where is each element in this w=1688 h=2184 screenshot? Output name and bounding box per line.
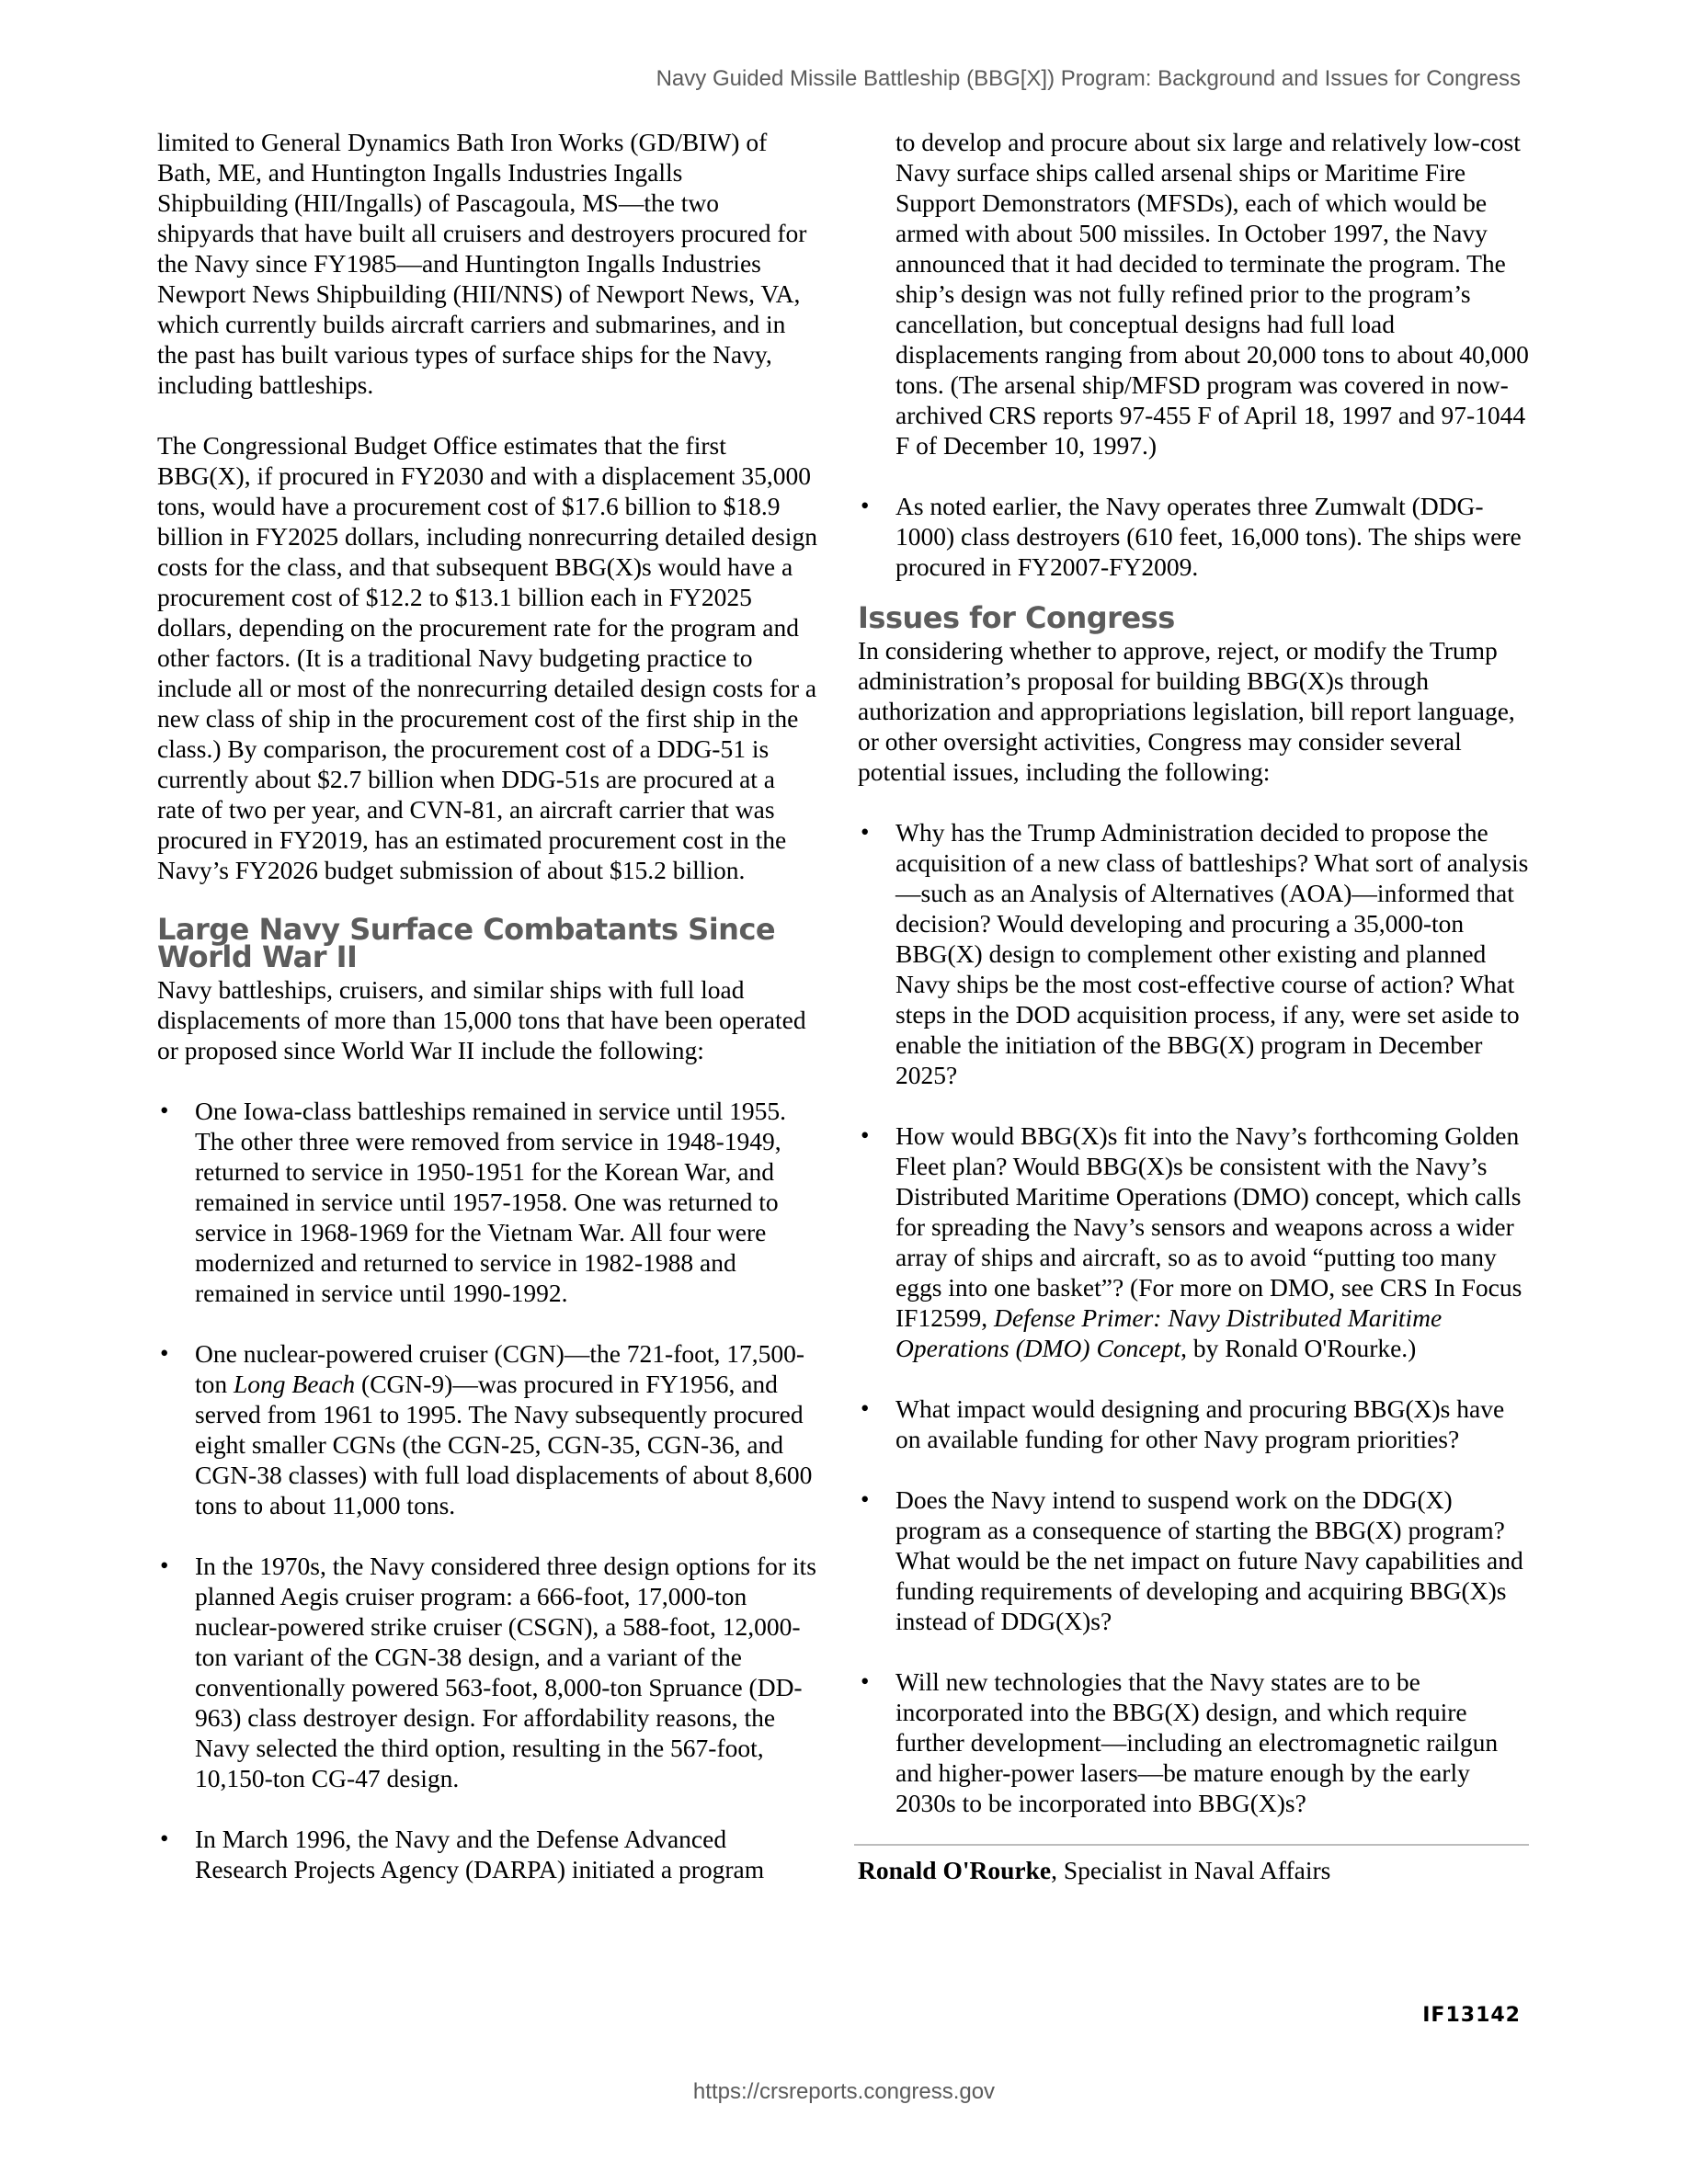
list-item [858,1484,1529,1636]
list-item-text: In the 1970s, the Navy considered three design options for its planned Aegis cruiser program: a 666-foot, 17,000-ton nuclear-powered strike cruiser (CSGN), a 588-foot, 12,000-ton variant of the CGN-38 design, and a variant of the conventionally powered 563-foot, 8,000-ton Spruance (DD-963) class destroyer design. For affordability reasons, the Navy selected the third option, resulting in the 567-foot, 10,150-ton CG-47 design. [195,1552,816,1792]
author-title: , Specialist in Naval Affairs [1051,1856,1331,1884]
author-divider [854,1844,1529,1846]
list-item-text: One nuclear-powered cruiser (CGN)—the 721-foot, 17,500-ton [195,1339,805,1398]
footer-url-link[interactable]: https://crsreports.congress.gov [692,2079,996,2104]
right-column [858,127,1529,1885]
zumwalt-list [858,491,1529,582]
issues-list [858,817,1529,1818]
list-item-text: (CGN-9)—was procured in FY1956, and served from 1961 to 1995. The Navy subsequently procured eight smaller CGNs (the CGN-25, CGN-35, CGN-36, and CGN-38 classes) with full load displacements of about 8,600 tons to about 11,000 tons. [195,1370,813,1519]
large-combatants-list [157,1096,819,1884]
list-item-text: As noted earlier, the Navy operates three Zumwalt (DDG-1000) class destroyers (610 feet, 16,000 tons). The ships were procured in FY2007-FY2009. [895,492,1522,581]
bullet-icon: • [861,818,870,846]
list-item-text: Will new technologies that the Navy states are to be incorporated into the BBG(X) design, and which require further development—including an electromagnetic railgun and higher-power lasers—be mature enough by the early 2030s to be incorporated into BBG(X)s? [895,1667,1499,1817]
section-heading-issues: Issues for Congress [858,600,1175,635]
bullet-icon: • [160,1552,169,1579]
bullet-icon: • [160,1825,169,1852]
list-item [157,1338,819,1520]
author-name: Ronald O'Rourke [858,1856,1052,1884]
list-item-text: What impact would designing and procuring BBG(X)s have on available funding for other Navy program priorities? [895,1394,1505,1453]
list-item [157,1096,819,1308]
bullet-icon: • [861,1667,870,1695]
cited-report-title: Defense Primer: Navy Distributed Maritime Operations (DMO) Concept [895,1303,1443,1362]
left-column [157,127,819,1884]
section-heading-large-combatants: Large Navy Surface Combatants Since World War II [157,912,776,974]
list-item-text: In March 1996, the Navy and the Defense Advanced Research Projects Agency (DARPA) initiated a program [195,1825,765,1883]
list-item-text: How would BBG(X)s fit into the Navy’s forthcoming Golden Fleet plan? Would BBG(X)s be consistent with the Navy’s Distributed Maritime Operations (DMO) concept, which calls for spreading the Navy’s sensors and weapons across a wider array of ships and aircraft, so as to avoid “putting too many eggs into one basket”? (For more on DMO, see CRS In Focus IF12599, [895,1121,1523,1332]
list-item-continued: to develop and procure about six large and relatively low-cost Navy surface ships called arsenal ships or Maritime Fire Support Demonstrators (MFSDs), each of which would be armed with about 500 missiles. In October 1997, the Navy announced that it had decided to terminate the program. The ship’s design was not fully refined prior to the program’s cancellation, but conceptual designs had full load displacements ranging from about 20,000 tons to about 40,000 tons. (The arsenal ship/MFSD program was covered in now-archived CRS reports 97-455 F of April 18, 1997 and 97-1044 F of December 10, 1997.) [895,128,1529,460]
section-intro-large-combatants: Navy battleships, cruisers, and similar ships with full load displacements of more than 15,000 tons that have been operated or proposed since World War II include the following: [157,975,806,1064]
list-item-text: , by Ronald O'Rourke.) [1180,1334,1417,1362]
list-item [858,1393,1529,1454]
list-item-text: One Iowa-class battleships remained in service until 1955. The other three were removed from service in 1948-1949, returned to service in 1950-1951 for the Korean War, and remained in service until 1957-1958. One was returned to service in 1968-1969 for the Vietnam War. All four were modernized and returned to service in 1982-1988 and remained in service until 1990-1992. [195,1097,787,1307]
running-header: Navy Guided Missile Battleship (BBG[X]) Program: Background and Issues for Congress [656,66,1521,91]
list-item [157,1824,819,1884]
list-item [858,817,1529,1090]
paragraph-shipyards: limited to General Dynamics Bath Iron Works (GD/BIW) of Bath, ME, and Huntington Ingalls Industries Ingalls Shipbuilding (HII/Ingalls) of Pascagoula, MS—the two shipyards that have built all cruisers and destroyers procured for the Navy since FY1985—and Huntington Ingalls Industries Newport News Shipbuilding (HII/NNS) of Newport News, VA, which currently builds aircraft carriers and submarines, and in the past has built various types of surface ships for the Navy, including battleships. [157,128,807,399]
bullet-icon: • [861,1121,870,1149]
list-item [157,1551,819,1793]
list-item-text: Why has the Trump Administration decided to propose the acquisition of a new class of battleships? What sort of analysis—such as an Analysis of Alternatives (AOA)—informed that decision? Would developing and procuring a 35,000-ton BBG(X) design to complement other existing and planned Navy ships be the most cost-effective course of action? What steps in the DOD acquisition process, if any, were set aside to enable the initiation of the BBG(X) program in December 2025? [895,818,1529,1089]
bullet-icon: • [861,492,870,519]
author-line [858,1855,1529,1885]
list-item [858,491,1529,582]
bullet-icon: • [160,1097,169,1124]
paragraph-cbo-estimate: The Congressional Budget Office estimates that the first BBG(X), if procured in FY2030 and with a displacement 35,000 tons, would have a procurement cost of $17.6 billion to $18.9 billion in FY2025 dollars, including nonrecurring detailed design costs for the class, and that subsequent BBG(X)s would have a procurement cost of $12.2 to $13.1 billion each in FY2025 dollars, depending on the procurement rate for the program and other factors. (It is a traditional Navy budgeting practice to include all or most of the nonrecurring detailed design costs for a new class of ship in the procurement cost of the first ship in the class.) By comparison, the procurement cost of a DDG-51 is currently about $2.7 billion when DDG-51s are procured at a rate of two per year, and CVN-81, an aircraft carrier that was procured in FY2019, has an estimated procurement cost in the Navy’s FY2026 budget submission of about $15.2 billion. [157,431,817,884]
bullet-icon: • [160,1339,169,1367]
ship-name-italic: Long Beach [234,1370,356,1398]
list-item-text: Does the Navy intend to suspend work on the DDG(X) program as a consequence of starting the BBG(X) program? What would be the net impact on future Navy capabilities and funding requirements of developing and acquiring BBG(X)s instead of DDG(X)s? [895,1485,1523,1635]
list-item [858,1120,1529,1363]
bullet-icon: • [861,1394,870,1422]
section-intro-issues: In considering whether to approve, reject, or modify the Trump administration’s proposal for building BBG(X)s through authorization and appropriations legislation, bill report language, or other oversight activities, Congress may consider several potential issues, including the following: [858,636,1515,786]
bullet-icon: • [861,1485,870,1513]
list-item [858,1666,1529,1818]
product-id: IF13142 [1422,2004,1521,2027]
